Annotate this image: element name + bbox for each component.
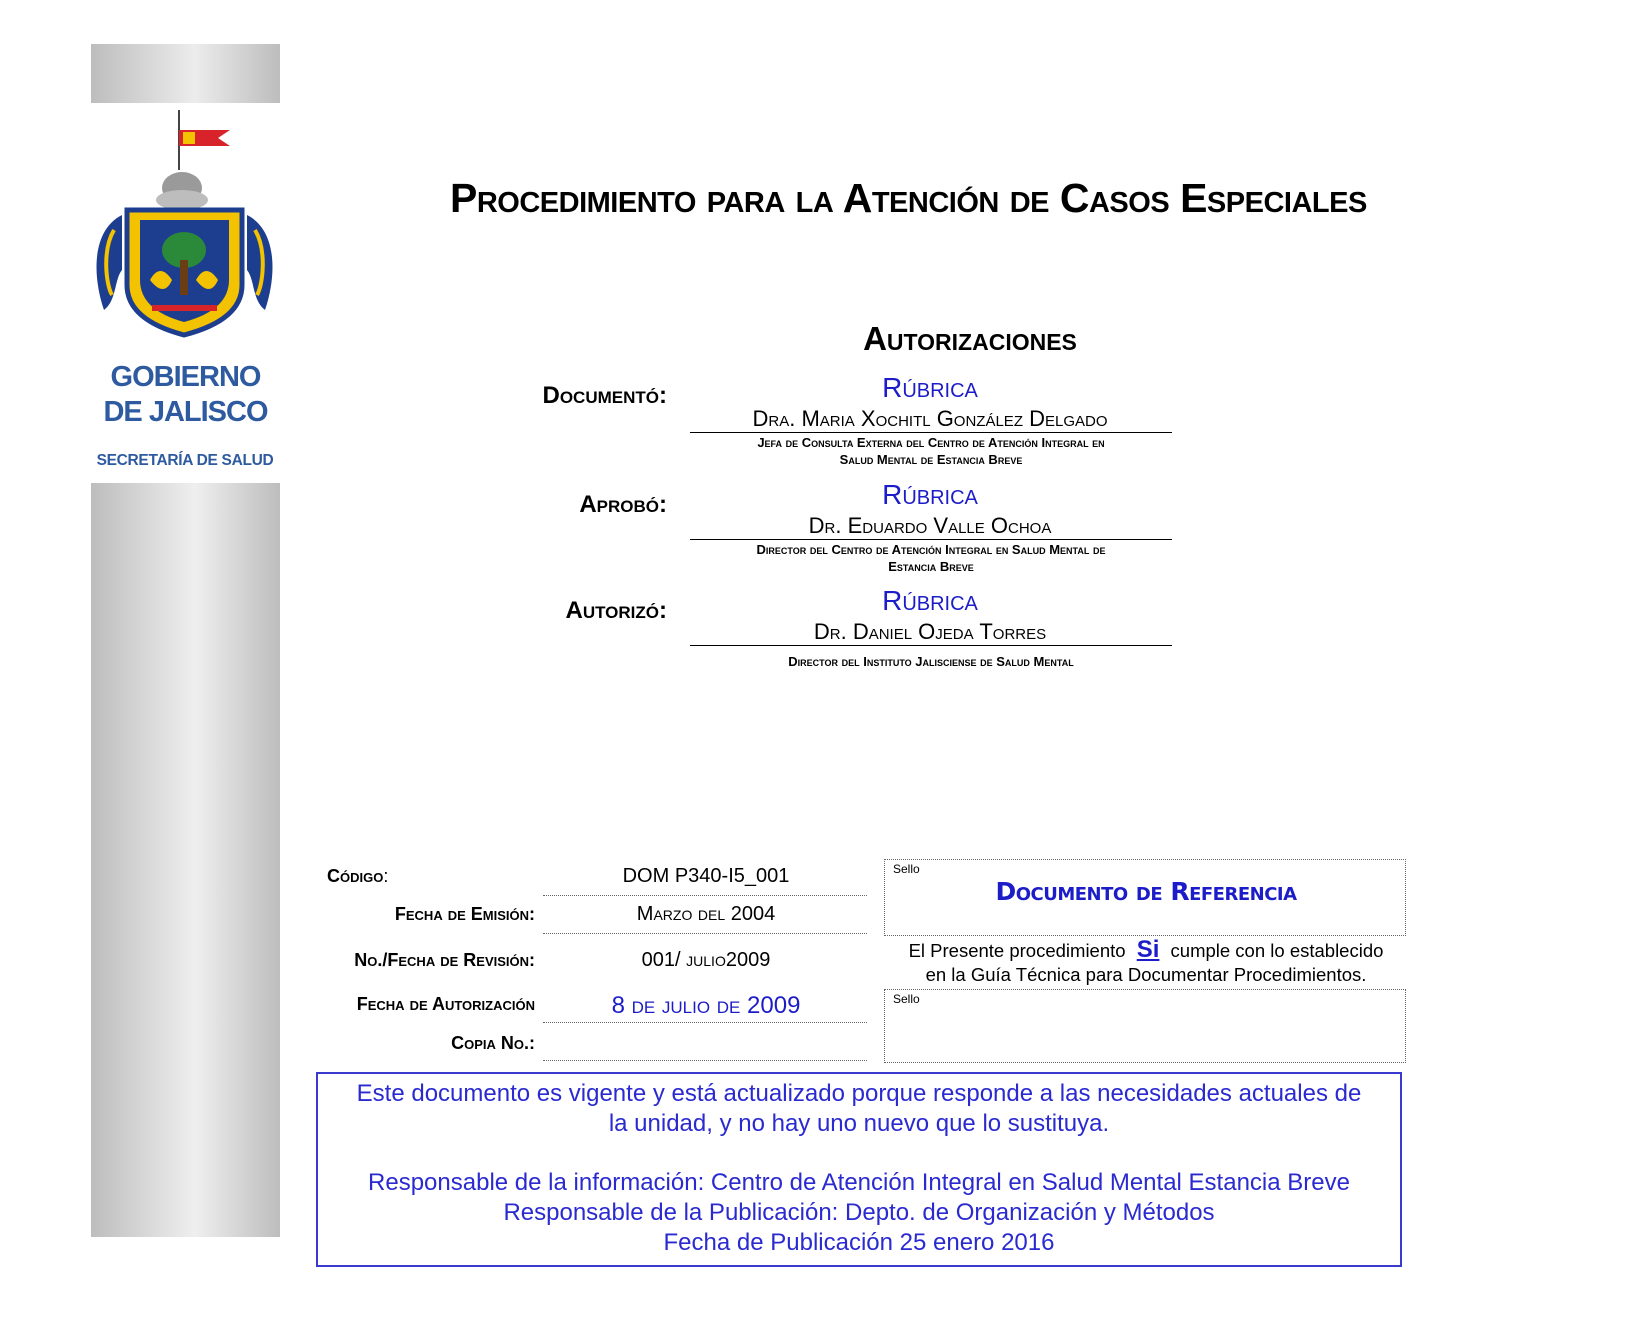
notice-line4: Responsable de la Publicación: Depto. de Organización y Métodos [503,1199,1215,1226]
vigencia-notice [316,1072,1402,1267]
notice-line5: Fecha de Publicación 25 enero 2016 [663,1229,1055,1256]
autorizacion-day: 8 [611,992,625,1019]
autorizacion-date [545,992,867,1020]
autorizo-position [690,653,1172,670]
aprobo-position [690,541,1172,575]
government-name [91,360,280,430]
revision-month: julio [686,949,726,971]
documento-label: Documentó: [542,382,667,409]
autorizacion-month: de julio de [631,992,741,1019]
government-name-line1: GOBIERNO [110,361,261,393]
autorizo-name: Dr. Daniel Ojeda Torres [813,619,1047,644]
aprobo-position-line2: Estancia Breve [888,559,974,574]
documento-signature-line [690,432,1172,433]
revision-year: 2009 [725,949,771,971]
documento-position-line2: Salud Mental de Estancia Breve [839,452,1023,467]
notice-spacer [318,1139,1400,1168]
notice-line3: Responsable de la información: Centro de Atención Integral en Salud Mental Estancia Breve [368,1169,1350,1196]
codigo-label-colon: : [383,866,389,886]
codigo-label [327,866,388,887]
autorizo-label: Autorizó: [565,597,667,624]
autorizo-rubrica: Rúbrica [882,585,978,616]
revision-label: No./Fecha de Revisión: [354,950,535,970]
emision-dotted-line [543,933,867,934]
cumple-statement [886,938,1406,987]
autorizacion-year: 2009 [747,992,801,1019]
copia-dotted-line [543,1060,867,1061]
emision-value: Marzo del 2004 [636,903,776,925]
documento-position [690,434,1172,468]
autorizaciones-heading: Autorizaciones [863,320,1077,357]
autorizacion-dotted-line [543,1022,867,1023]
documento-position-line1: Jefa de Consulta Externa del Centro de Atención Integral en [757,435,1105,450]
revision-number: 001/ [641,949,681,971]
codigo-value: DOM P340-I5_001 [622,865,790,887]
cumple-line2: en la Guía Técnica para Documentar Procedimientos. [925,964,1367,985]
government-name-line2: DE JALISCO [103,396,268,428]
emision-label: Fecha de Emisión: [394,904,535,924]
sidebar-band-top [91,44,280,103]
sidebar-band-bottom [91,483,280,1237]
sello-box-bottom [884,989,1406,1063]
documento-name: Dra. Maria Xochitl González Delgado [752,406,1108,431]
cumple-pre: El Presente procedimiento [908,940,1126,961]
sello-label-top: Sello [893,862,920,876]
coat-of-arms-logo [92,110,277,350]
aprobo-name: Dr. Eduardo Valle Ochoa [808,513,1052,538]
copia-label: Copia No.: [451,1033,535,1053]
documento-referencia-stamp: Documento de Referencia [995,877,1297,906]
secretaria-name: SECRETARÍA DE SALUD [96,452,274,469]
cumple-line1 [886,938,1406,963]
autorizo-position-line1: Director del Instituto Jalisciense de Salud Mental [788,654,1074,669]
notice-line1: Este documento es vigente y está actualizado porque responde a las necesidades actuales de [356,1080,1362,1107]
aprobo-position-line1: Director del Centro de Atención Integral en Salud Mental de [756,542,1106,557]
aprobo-signature-line [690,539,1172,540]
revision-value [545,949,867,972]
sello-label-bottom: Sello [893,992,920,1006]
notice-line2: la unidad, y no hay uno nuevo que lo sustituya. [608,1110,1110,1137]
cumple-value: Si [1136,936,1160,963]
documento-rubrica: Rúbrica [882,372,978,403]
aprobo-label: Aprobó: [579,491,667,518]
autorizacion-label: Fecha de Autorización [356,994,535,1014]
page-title: Procedimiento para la Atención de Casos Especiales [450,175,1367,221]
autorizo-signature-line [690,645,1172,646]
codigo-label-text: Código [327,866,384,886]
cumple-post: cumple con lo establecido [1170,940,1384,961]
codigo-dotted-line [543,895,867,896]
aprobo-rubrica: Rúbrica [882,479,978,510]
